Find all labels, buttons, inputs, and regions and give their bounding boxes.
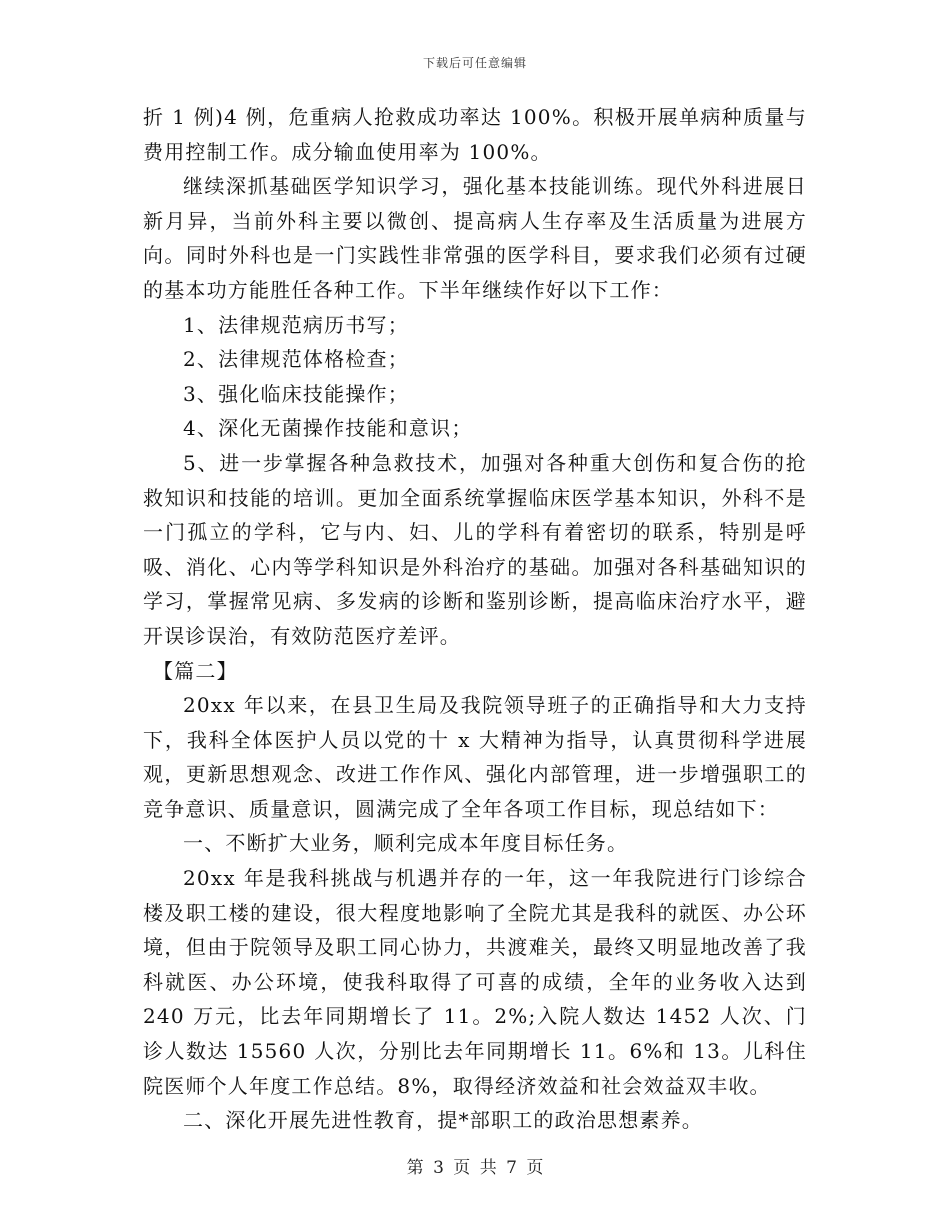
document-body (143, 100, 807, 1138)
list-item: 2、法律规范体格检查； (183, 347, 409, 372)
paragraph: 20xx 年以来，在县卫生局及我院领导班子的正确指导和大力支持下，我科全体医护人员以党的十 x 大精神为指导，认真贯彻科学进展观，更新思想观念、改进工作作风、强化内部管理，进一步增强职工的竞争意识、质量意识，圆满完成了全年各项工作目标，现总结如下： (143, 693, 807, 821)
page-header-note: 下载后可任意编辑 (422, 56, 527, 70)
list-item: 3、强化临床技能操作； (183, 381, 409, 406)
section-heading: 【篇二】 (153, 658, 238, 683)
paragraph: 继续深抓基础医学知识学习，强化基本技能训练。现代外科进展日新月异，当前外科主要以微创、提高病人生存率及生活质量为进展方向。同时外科也是一门实践性非常强的医学科目，要求我们必须有过硬的基本功方能胜任各种工作。下半年继续作好以下工作： (143, 174, 807, 302)
list-item: 1、法律规范病历书写； (183, 312, 409, 337)
subsection-heading: 二、深化开展先进性教育，提*部职工的政治思想素养。 (183, 1108, 703, 1133)
page-number: 第 3 页 共 7 页 (406, 1158, 544, 1178)
list-item: 5、进一步掌握各种急救技术，加强对各种重大创伤和复合伤的抢救知识和技能的培训。更加全面系统掌握临床医学基本知识，外科不是一门孤立的学科，它与内、妇、儿的学科有着密切的联系，特别是呼吸、消化、心内等学科知识是外科治疗的基础。加强对各科基础知识的学习，掌握常见病、多发病的诊断和鉴别诊断，提高临床治疗水平，避开误诊误治，有效防范医疗差评。 (143, 450, 807, 648)
list-item: 4、深化无菌操作技能和意识； (183, 416, 473, 441)
subsection-heading: 一、不断扩大业务，顺利完成本年度目标任务。 (183, 831, 629, 856)
paragraph: 折 1 例)4 例，危重病人抢救成功率达 100%。积极开展单病种质量与费用控制工作。成分输血使用率为 100%。 (143, 105, 807, 164)
paragraph: 20xx 年是我科挑战与机遇并存的一年，这一年我院进行门诊综合楼及职工楼的建设，很大程度地影响了全院尤其是我科的就医、办公环境，但由于院领导及职工同心协力，共渡难关，最终又明显地改善了我科就医、办公环境，使我科取得了可喜的成绩，全年的业务收入达到 240 万元，比去年同期增长了 11。2%;入院人数达 1452 人次、门诊人数达 15560 人次，分别比去年同期增长 11。6%和 13。儿科住院医师个人年度工作总结。8%，取得经济效益和社会效益双丰收。 (143, 866, 807, 1098)
